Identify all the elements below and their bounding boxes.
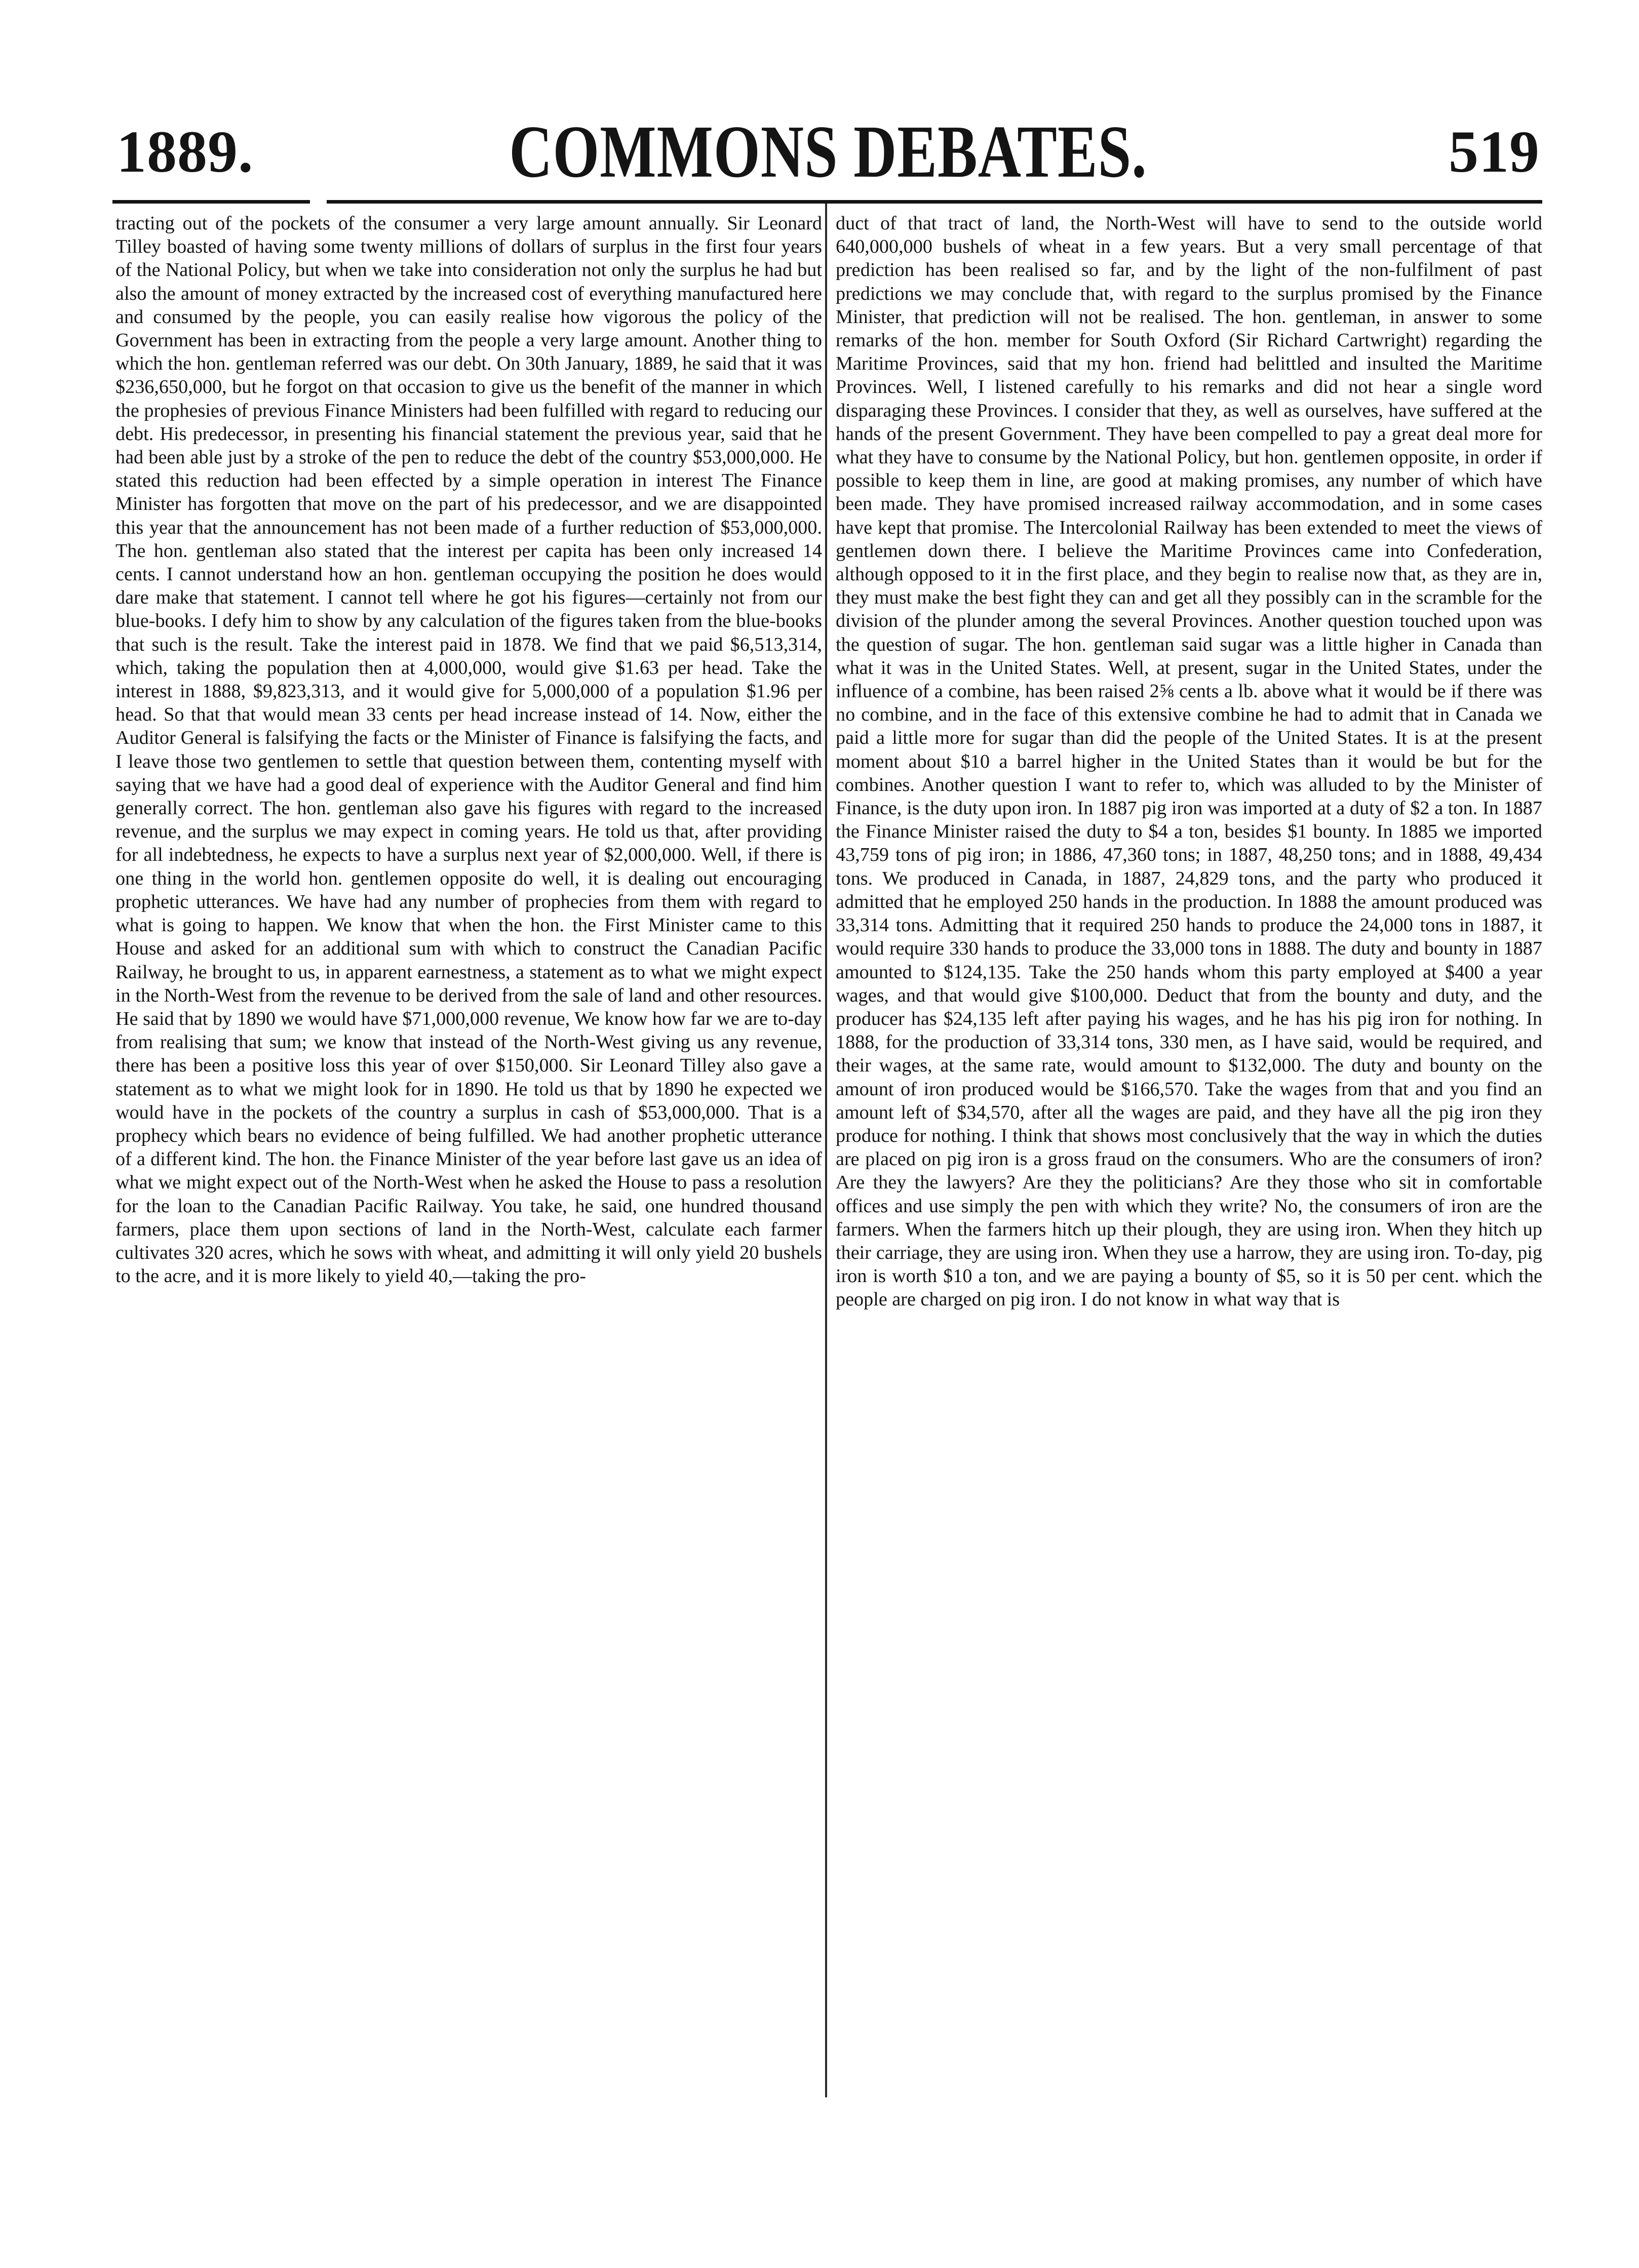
column-divider bbox=[825, 204, 827, 2097]
header-rule-right bbox=[327, 200, 1542, 204]
header-rule-left bbox=[112, 200, 310, 204]
header-title: COMMONS DEBATES. bbox=[509, 110, 1147, 193]
header-page-number: 519 bbox=[1449, 118, 1540, 185]
text-column-right bbox=[836, 212, 1542, 1311]
text-column-left bbox=[115, 212, 822, 1288]
header-year: 1889. bbox=[116, 118, 254, 185]
left-column-text: tracting out of the pockets of the consumer a very large amount annually. Sir Leonard Tilley boasted of having some twenty millions of dollars of surplus in the first four years of the National Policy, but when we take into consideration not only the surplus he had but also the amount of money extracted by the increased cost of everything manufactured here and consumed by the people, you can easily realise how vigorous the policy of the Government has been in extracting from the people a very large amount. Another thing to which the hon. gentleman referred was our debt. On 30th January, 1889, he said that it was $236,650,000, but he forgot on that occasion to give us the benefit of the manner in which the prophesies of previous Finance Ministers had been fulfilled with regard to reducing our debt. His predecessor, in presenting his financial statement the previous year, said that he had been able just by a stroke of the pen to reduce the debt of the country $53,000,000. He stated this reduction had been effected by a simple operation in interest The Finance Minister has forgotten that move on the part of his predecessor, and we are disappointed this year that the announcement has not been made of a further reduction of $53,000,000. The hon. gentleman also stated that the interest per capita has been only increased 14 cents. I cannot understand how an hon. gentleman occupying the position he does would dare make that statement. I cannot tell where he got his figures—certainly not from our blue-books. I defy him to show by any calculation of the figures taken from the blue-books that such is the result. Take the interest paid in 1878. We find that we paid $6,513,314, which, taking the population then at 4,000,000, would give $1.63 per head. Take the interest in 1888, $9,823,313, and it would give for 5,000,000 of a population $1.96 per head. So that that would mean 33 cents per head increase instead of 14. Now, either the Auditor General is falsifying the facts or the Minister of Finance is falsifying the facts, and I leave those two gentlemen to settle that question between them, contenting myself with saying that we have had a good deal of experience with the Auditor General and find him generally correct. The hon. gentleman also gave his figures with regard to the increased revenue, and the surplus we may expect in coming years. He told us that, after providing for all indebtedness, he expects to have a surplus next year of $2,000,000. Well, if there is one thing in the world hon. gentlemen opposite do well, it is dealing out encouraging prophetic utterances. We have had any number of prophecies from them with regard to what is going to happen. We know that when the hon. the First Minister came to this House and asked for an additional sum with which to construct the Canadian Pacific Railway, he brought to us, in apparent earnestness, a statement as to what we might expect in the North-West from the revenue to be derived from the sale of land and other resources. He said that by 1890 we would have $71,000,000 revenue, We know how far we are to-day from realising that sum; we know that instead of the North-West giving us any revenue, there has been a positive loss this year of over $150,000. Sir Leonard Tilley also gave a statement as to what we might look for in 1890. He told us that by 1890 he expected we would have in the pockets of the country a surplus in cash of $53,000,000. That is a prophecy which bears no evidence of being fulfilled. We had another prophetic utterance of a different kind. The hon. the Finance Minister of the year before last gave us an idea of what we might expect out of the North-West when he asked the House to pass a resolution for the loan to the Canadian Pacific Railway. You take, he said, one hundred thousand farmers, place them upon sections of land in the North-West, calculate each farmer cultivates 320 acres, which he sows with wheat, and admitting it will only yield 20 bushels to the acre, and it is more likely to yield 40,—taking the pro- bbox=[115, 213, 822, 1287]
right-column-text: duct of that tract of land, the North-West will have to send to the outside world 640,000,000 bushels of wheat in a few years. But a very small percentage of that prediction has been realised so far, and by the light of the non-fulfilment of past predictions we may conclude that, with regard to the surplus promised by the Finance Minister, that prediction will not be realised. The hon. gentleman, in answer to some remarks of the hon. member for South Oxford (Sir Richard Cartwright) regarding the Maritime Provinces, said that my hon. friend had belittled and insulted the Maritime Provinces. Well, I listened carefully to his remarks and did not hear a single word disparaging these Provinces. I consider that they, as well as ourselves, have suffered at the hands of the present Government. They have been compelled to pay a great deal more for what they have to consume by the National Policy, but hon. gentlemen opposite, in order if possible to keep them in line, are good at making promises, any number of which have been made. They have promised increased railway accommodation, and in some cases have kept that promise. The Intercolonial Railway has been extended to meet the views of gentlemen down there. I believe the Maritime Provinces came into Confederation, although opposed to it in the first place, and they begin to realise now that, as they are in, they must make the best fight they can and get all they possibly can in the scramble for the division of the plunder among the several Provinces. Another question touched upon was the question of sugar. The hon. gentleman said sugar was a little higher in Canada than what it was in the United States. Well, at present, sugar in the United States, under the influence of a combine, has been raised 2⅝ cents a lb. above what it would be if there was no combine, and in the face of this extensive combine he had to admit that in Canada we paid a little more for sugar than did the people of the United States. It is at the present moment about $10 a barrel higher in the United States than it would be but for the combines. Another question I want to refer to, which was alluded to by the Minister of Finance, is the duty upon iron. In 1887 pig iron was imported at a duty of $2 a ton. In 1887 the Finance Minister raised the duty to $4 a ton, besides $1 bounty. In 1885 we imported 43,759 tons of pig iron; in 1886, 47,360 tons; in 1887, 48,250 tons; and in 1888, 49,434 tons. We produced in Canada, in 1887, 24,829 tons, and the party who produced it admitted that he employed 250 hands in the production. In 1888 the amount produced was 33,314 tons. Admitting that it required 250 hands to produce the 24,000 tons in 1887, it would require 330 hands to produce the 33,000 tons in 1888. The duty and bounty in 1887 amounted to $124,135. Take the 250 hands whom this party employed at $400 a year wages, and that would give $100,000. Deduct that from the bounty and duty, and the producer has $24,135 left after paying his wages, and he has his pig iron for nothing. In 1888, for the production of 33,314 tons, 330 men, as I have said, would be required, and their wages, at the same rate, would amount to $132,000. The duty and bounty on the amount of iron produced would be $166,570. Take the wages from that and you find an amount left of $34,570, after all the wages are paid, and they have all the pig iron they produce for nothing. I think that shows most conclusively that the way in which the duties are placed on pig iron is a gross fraud on the consumers. Who are the consumers of iron? Are they the lawyers? Are they the politicians? Are they those who sit in comfortable offices and use simply the pen with which they write? No, the consumers of iron are the farmers. When the farmers hitch up their plough, they are using iron. When they hitch up their carriage, they are using iron. When they use a harrow, they are using iron. To-day, pig iron is worth $10 a ton, and we are paying a bounty of $5, so it is 50 per cent. which the people are charged on pig iron. I do not know in what way that is bbox=[836, 213, 1542, 1310]
page-header bbox=[116, 111, 1540, 192]
